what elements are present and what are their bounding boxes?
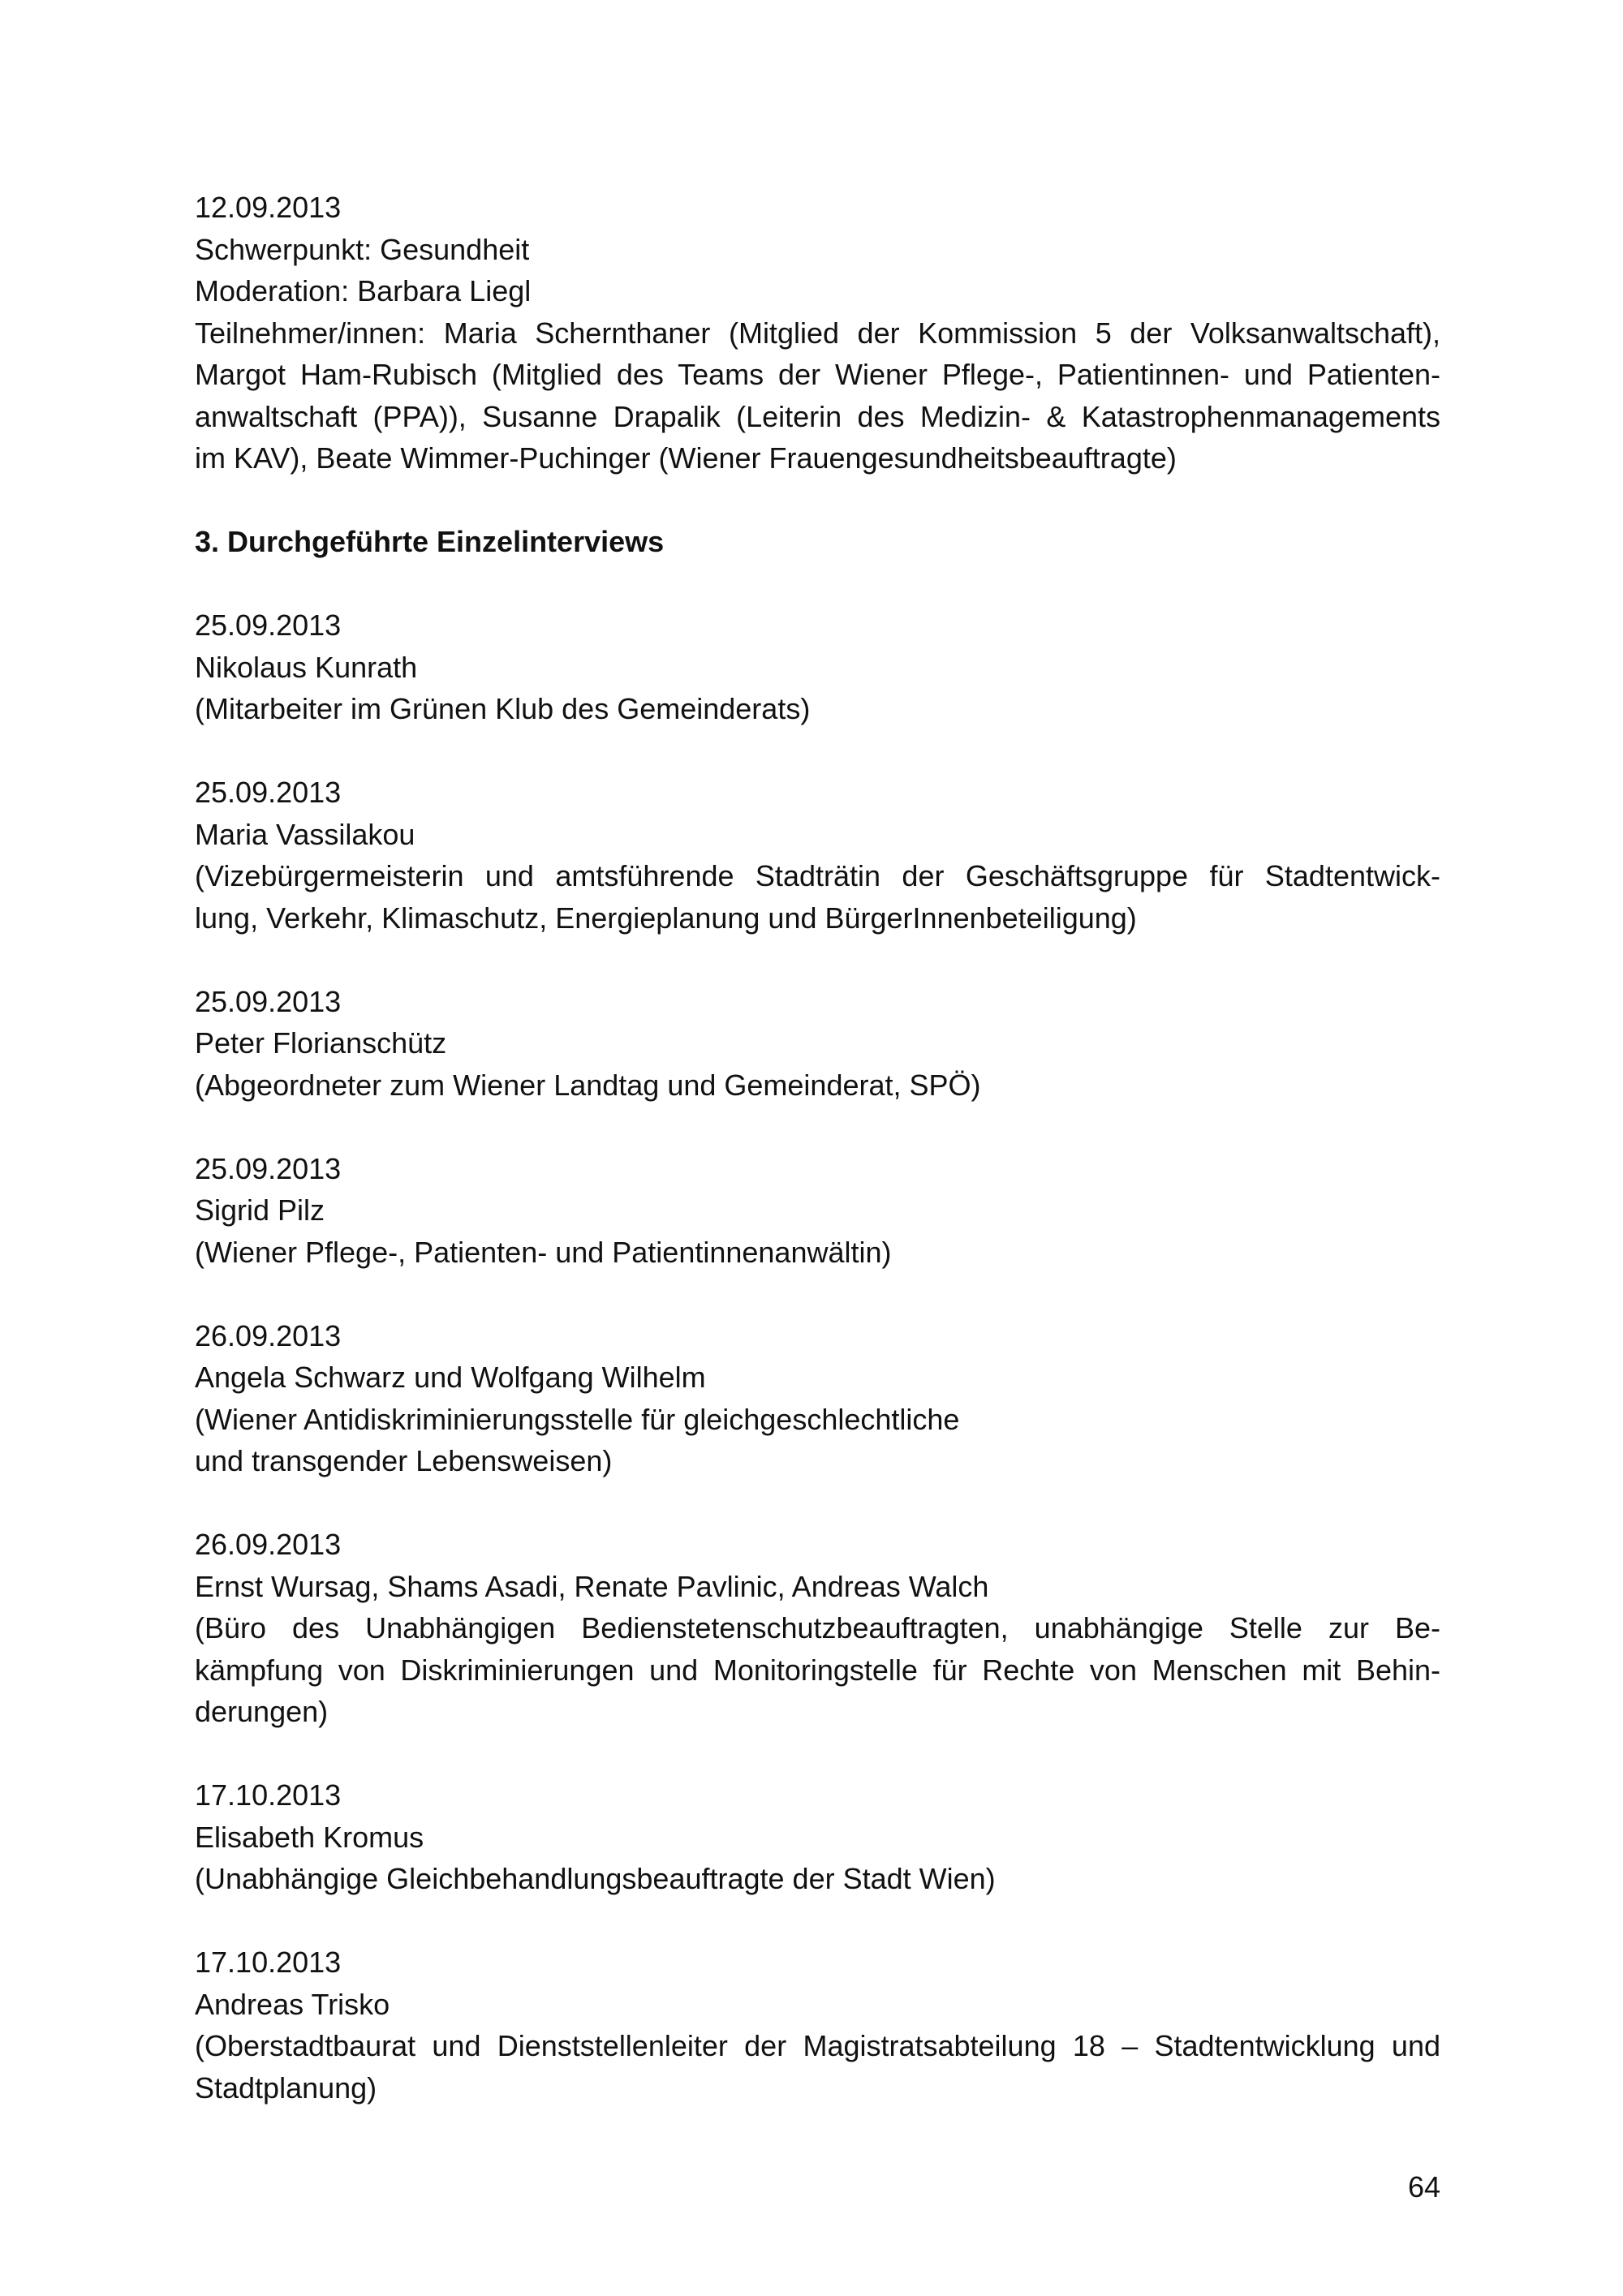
page-number: 64 (1407, 2170, 1440, 2204)
session-moderation: Moderation: Barbara Liegl (195, 274, 532, 307)
interview-name: Ernst Wursag, Shams Asadi, Renate Pavlinic, Andreas Walch (195, 1569, 989, 1603)
participants-line: anwaltschaft (PPA)), Susanne Drapalik (Leiterin des Medizin- & Katastrophenmanagements (195, 399, 1440, 433)
interview-entry (195, 1148, 1440, 1274)
interview-role: Stadtplanung) (195, 2070, 377, 2105)
section-heading: 3. Durchgeführte Einzelinterviews (195, 525, 665, 558)
interview-date: 17.10.2013 (195, 1946, 342, 1979)
interview-role: (Vizebürgermeisterin und amtsführende Stadträtin der Geschäftsgruppe für Stadtentwick- (195, 859, 1440, 892)
interview-entry (195, 981, 1440, 1107)
interview-date: 25.09.2013 (195, 984, 342, 1018)
interview-name: Elisabeth Kromus (195, 1820, 424, 1854)
interview-date: 26.09.2013 (195, 1528, 342, 1561)
interview-role: (Oberstadtbaurat und Dienststellenleiter der Magistratsabteilung 18 – Stadtentwicklung und (195, 2029, 1440, 2062)
interview-name: Peter Florianschütz (195, 1026, 447, 1060)
interview-date: 25.09.2013 (195, 776, 342, 809)
interview-entry (195, 1941, 1440, 2109)
interview-role: (Wiener Antidiskriminierungsstelle für gleichgeschlechtliche (195, 1402, 960, 1436)
interview-role: und transgender Lebensweisen) (195, 1444, 613, 1477)
interview-entry (195, 604, 1440, 730)
interview-date: 26.09.2013 (195, 1318, 342, 1352)
interview-role: (Büro des Unabhängigen Bedienstetenschutzbeauftragten, unabhängige Stelle zur Be- (195, 1611, 1440, 1645)
interview-name: Andreas Trisko (195, 1987, 390, 2021)
participants-line: Teilnehmer/innen: Maria Schernthaner (Mitglied der Kommission 5 der Volksanwaltschaft), (195, 316, 1440, 350)
interview-name: Nikolaus Kunrath (195, 650, 418, 684)
interview-role: (Wiener Pflege-, Patienten- und Patientinnenanwältin) (195, 1235, 892, 1269)
interview-name: Angela Schwarz und Wolfgang Wilhelm (195, 1361, 706, 1394)
interview-date: 17.10.2013 (195, 1778, 342, 1812)
interview-name: Maria Vassilakou (195, 817, 415, 851)
interview-entry (195, 1774, 1440, 1900)
interview-date: 25.09.2013 (195, 1151, 342, 1185)
interview-entry (195, 772, 1440, 939)
document-page (195, 187, 1440, 2109)
interview-role: lung, Verkehr, Klimaschutz, Energieplanung und BürgerInnenbeteiligung) (195, 901, 1137, 935)
interview-role: (Abgeordneter zum Wiener Landtag und Gemeinderat, SPÖ) (195, 1068, 981, 1102)
interview-name: Sigrid Pilz (195, 1193, 325, 1227)
interview-role: kämpfung von Diskriminierungen und Monitoringstelle für Rechte von Menschen mit Behin- (195, 1653, 1440, 1687)
session-date: 12.09.2013 (195, 191, 342, 224)
interview-date: 25.09.2013 (195, 608, 342, 642)
session-block (195, 187, 1440, 479)
interview-role: (Unabhängige Gleichbehandlungsbeauftragte der Stadt Wien) (195, 1862, 996, 1895)
interview-role: (Mitarbeiter im Grünen Klub des Gemeinderats) (195, 692, 811, 725)
participants-line: Margot Ham-Rubisch (Mitglied des Teams der Wiener Pflege-, Patientinnen- und Patienten- (195, 358, 1440, 391)
session-focus: Schwerpunkt: Gesundheit (195, 232, 530, 266)
interview-entry (195, 1315, 1440, 1482)
interview-entry (195, 1524, 1440, 1733)
interview-role: derungen) (195, 1695, 329, 1728)
participants-line: im KAV), Beate Wimmer-Puchinger (Wiener Frauengesundheitsbeauftragte) (195, 441, 1177, 475)
